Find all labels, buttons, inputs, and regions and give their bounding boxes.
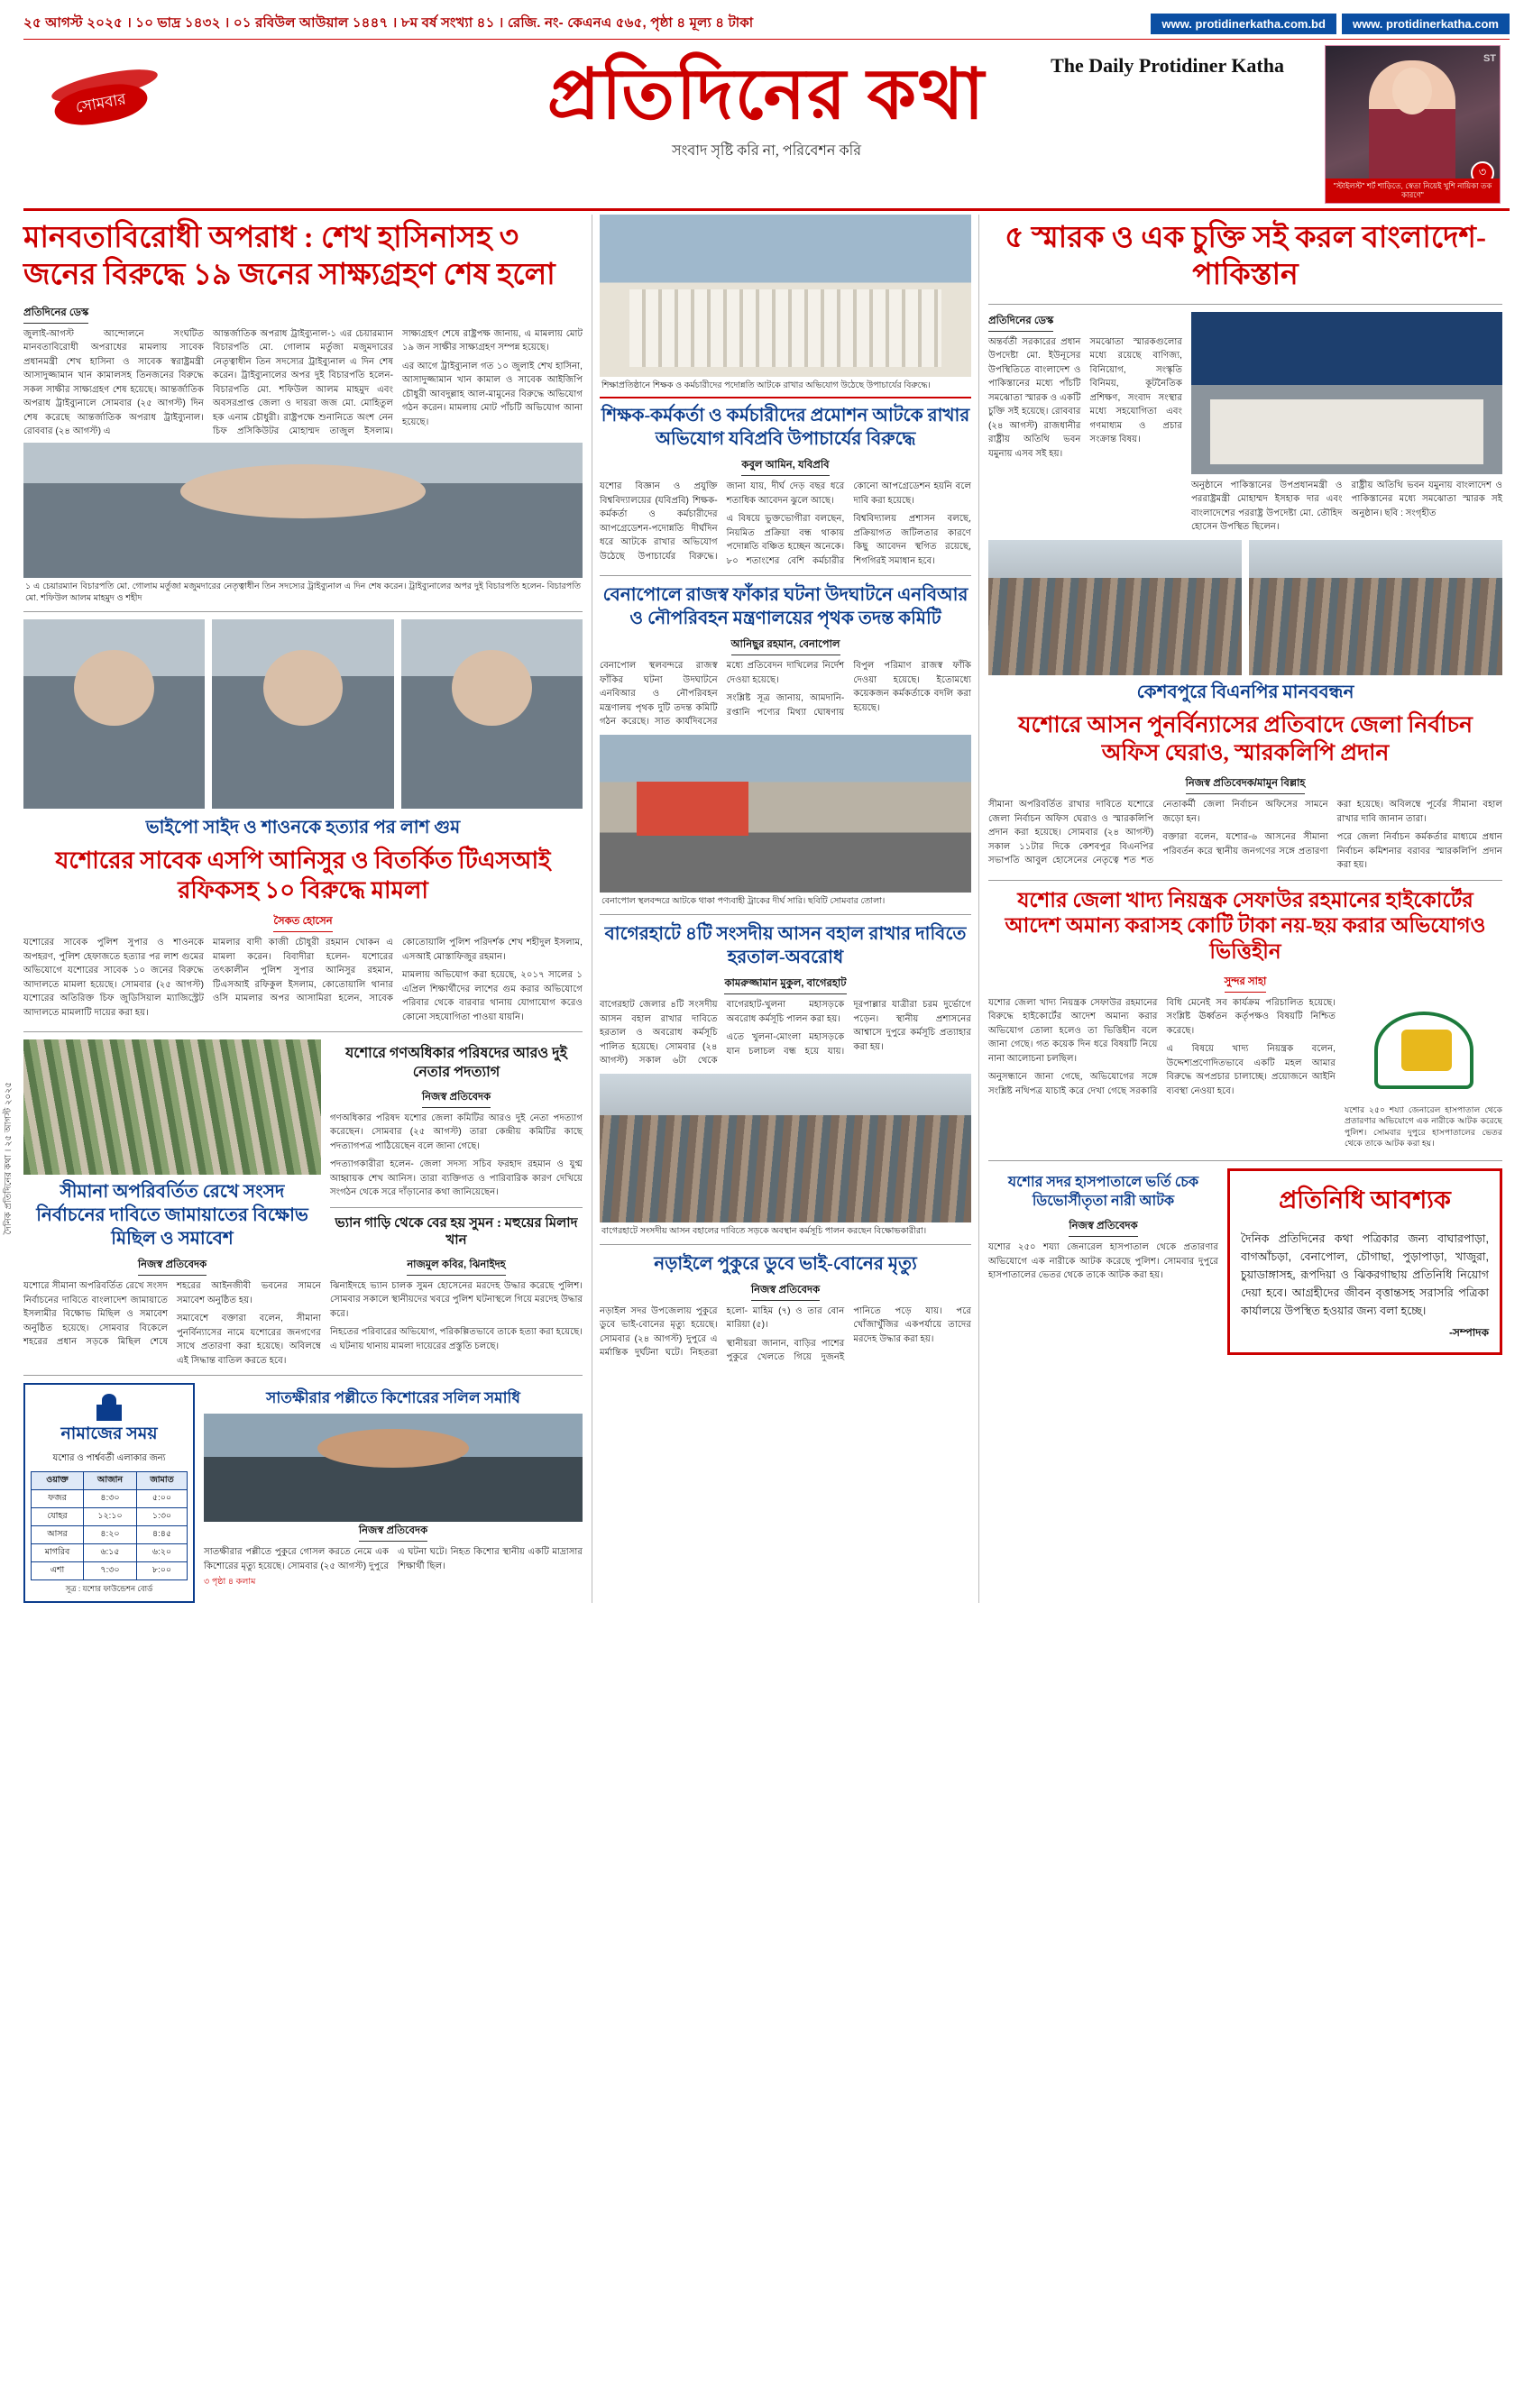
second-headline: যশোরের সাবেক এসপি আনিসুর ও বিতর্কিত টিএসআই রফিকসহ ১০ বিরুদ্ধে মামলা [55,847,551,903]
midleft-headline: যশোরে গণঅধিকার পরিষদের আরও দুই নেতার পদত্যাগ [345,1046,567,1080]
right-body-2 [988,798,1502,873]
prayer-col-0: ওয়াক্ত [32,1472,84,1490]
paragraph: বিশ্ববিদ্যালয় প্রশাসন বলছে, প্রক্রিয়াগত জটিলতার কারণে কিছু আবেদন স্থগিত রয়েছে, শিগগিরই সমাধান হবে। [853,514,971,566]
right-lead-headline: ৫ স্মারক ও এক চুক্তি সই করল বাংলাদেশ-পাকিস্তান [1005,222,1486,292]
mid-headline-1: শিক্ষক-কর্মকর্তা ও কর্মচারীদের প্রমোশন আটকে রাখার অভিযোগ যবিপ্রবি উপাচার্যের বিরুদ্ধে [601,406,970,450]
ad-photo [1369,60,1455,196]
day-badge: সোমবার [51,78,150,130]
prayer-col-2: জামাত [137,1472,188,1490]
paragraph: রাষ্ট্রীয় অতিথি ভবন যমুনায় বাংলাদেশ ও পাকিস্তানের মধ্যে সমঝোতা স্মারক সই অনুষ্ঠান। ছবি : সংগৃহীত [1351,480,1502,518]
mid-body-1 [600,480,971,568]
right-byline-4: নিজস্ব প্রতিবেদক [1069,1218,1137,1237]
rally-photo-1 [988,540,1242,675]
portrait-row [23,619,583,809]
cell: ৬:২০ [137,1544,188,1562]
paragraph: বেনাপোল স্থলবন্দরে রাজস্ব ফাঁকির ঘটনা উদঘাটনে এনবিআর ও নৌপরিবহন মন্ত্রণালয় পৃথক দুটি তদন্ত কমিটি গঠন করেছে। সাত কার্যদিবসের মধ্যে প্রতিবেদন দাখিলের নির্দেশ দেওয়া হয়েছে। [600,661,845,728]
prayer-footer: সূত্র : যশোর ফাউন্ডেশন বোর্ড [65,1584,153,1594]
mosque-icon [91,1390,127,1421]
right-column [988,215,1502,1603]
midleft-body [330,1112,583,1200]
benapole-truck-photo [600,735,971,893]
mid-headline-3: বাগেরহাটে ৪টি সংসদীয় আসন বহাল রাখার দাবিতে হরতাল-অবরোধ [604,924,967,968]
ganga-byline: নাজমুল কবির, ঝিনাইদহ [407,1257,505,1276]
table-row [32,1526,188,1544]
bagerhat-photo-caption: বাগেরহাটে সংসদীয় আসন বহালের দাবিতে সড়কে অবস্থান কর্মসূচি পালন করছেন বিক্ষোভকারীরা। [601,1225,927,1236]
notice-signature: -সম্পাদক [1448,1326,1489,1340]
cell: ৫:০০ [137,1490,188,1508]
table-row [32,1490,188,1508]
left-lead-byline: প্রতিদিনের ডেস্ক [23,305,88,324]
paragraph: বাগেরহাট জেলার ৪টি সংসদীয় আসন বহাল রাখার দাবিতে হরতাল ও অবরোধ কর্মসূচি পালিত হয়েছে। সোমবার (২৪ আগস্ট) সকাল ৬টা থেকে বাগেরহাট-খুলনা মহাসড়কে অবরোধ কর্মসূচি পালন করা হয়। [600,1000,845,1067]
website-link-bd[interactable]: www. protidinerkatha.com.bd [1151,14,1336,34]
benapole-photo-caption: বেনাপোল স্থলবন্দরে আটকে থাকা পণ্যবাহী ট্রাকের দীর্ঘ সারি। ছবিটি সোমবার তোলা। [601,895,886,906]
jamaat-rally-photo [23,1039,321,1175]
paragraph: সংশ্লিষ্ট সূত্র জানায়, আমদানি-রপ্তানি পণ্যের মিথ্যা ঘোষণায় বিপুল পরিমাণ রাজস্ব ফাঁকি দেওয়া হয়েছে। ইতোমধ্যে কয়েকজন কর্মকর্তাকে বদলি করা হয়েছে। [726,661,971,718]
mid-body-4 [600,1305,971,1365]
mid-byline-4: নিজস্ব প্রতিবেদক [751,1282,820,1301]
third-byline: নিজস্ব প্রতিবেদক [138,1257,207,1276]
bd-pak-signing-photo [1191,312,1502,474]
right-headline-3: যশোর জেলা খাদ্য নিয়ন্ত্রক সেফাউর রহমানের হাইকোর্টের আদেশ অমান্য করাসহ কোটি টাকা নয়-ছয় করার অভিযোগও ভিত্তিহীন [1005,888,1486,963]
right-lead-body-right [1191,479,1502,535]
cell: ৪:৩০ [84,1490,137,1508]
paragraph: যশোর ২৫০ শয্যা জেনারেল হাসপাতাল থেকে প্রতারণার অভিযোগে এক নারীকে আটক করেছে পুলিশ। সোমবার দুপুরে হাসপাতালের ভেতর থেকে তাকে আটক করা হয়। [988,1242,1218,1281]
paragraph: এর আগে ট্রাইব্যুনাল গত ১০ জুলাই শেখ হাসিনা, আসাদুজ্জামান খান কামাল ও সাবেক আইজিপি চৌধুরী আবদুল্লাহ আল-মামুনের বিরুদ্ধে অভিযোগ গঠন করেন। মামলায় মোট পাঁচটি অভিযোগ আনা হয়েছে। [402,361,583,427]
right-body-4 [988,1241,1218,1283]
left-lead-headline: মানবতাবিরোধী অপরাধ : শেখ হাসিনাসহ ৩ জনের বিরুদ্ধে ১৯ জনের সাক্ষ্যগ্রহণ শেষ হলো [23,222,555,292]
paragraph: মামলার বাদী কাজী চৌধুরী রহমান খোকন এ মামলা করেন। বিবাদীরা হলেন- যশোরের তৎকালীন পুলিশ সুপার আনিসুর রহমান, টিএসআই রফিকুল ইসলাম, কোতোয়ালি থানার ওসি মামলার অপর আসামিরা হলেন, সাবেক কোতোয়ালি পুলিশ পরিদর্শক শেখ শহীদুল ইসলাম, এসআই মোস্তাফিজুর রহমান। [213,938,583,1004]
paragraph: গণঅধিকার পরিষদ যশোর জেলা কমিটির আরও দুই নেতা পদত্যাগ করেছেন। সোমবার (২৫ আগস্ট) তারা কেন্দ্রীয় কমিটির কাছে পদত্যাগপত্র পাঠিয়েছেন বলে জানা গেছে। [330,1112,583,1151]
page-columns [23,215,1510,1603]
ad-page-number: ৩ [1471,161,1494,185]
portrait-photo-2 [212,619,393,809]
right-headline-4: যশোর সদর হাসপাতালে ভর্তি চেক ডিভোর্সীতৃতা নারী আটক [1007,1175,1199,1210]
paragraph: মামলায় অভিযোগ করা হয়েছে, ২০১৭ সালের ১ এপ্রিল শিক্ষার্থীদের লাশের গুম করার অভিযোগে পরিবার থেকে বারবার থানায় যোগাযোগ করেও কোনো সহযোগিতা পাওয়া যায়নি। [402,970,583,1022]
paragraph: অন্তর্বর্তী সরকারের প্রধান উপদেষ্টা মো. ইউনূসের উপস্থিতিতে বাংলাদেশ ও পাকিস্তানের মধ্যে পাঁচটি সমঝোতা স্মারক ও একটি চুক্তি সই হয়েছে। রোববার (২৪ আগস্ট) রাজধানীর রাষ্ট্রীয় অতিথি ভবন যমুনায় এসব সই হয়। [988,336,1081,459]
prayer-subtitle: যশোর ও পার্শ্ববর্তী এলাকার জন্য [52,1453,166,1464]
cell: ১:৩০ [137,1508,188,1526]
paragraph: পরে জেলা নির্বাচন কর্মকর্তার মাধ্যমে প্রধান নির্বাচন কমিশনার বরাবর স্মারকলিপি প্রদান করা হয়। [1336,832,1502,870]
second-byline: সৈকত হোসেন [273,913,332,932]
portrait-photo-3 [401,619,583,809]
mid-body-3 [600,998,971,1068]
paragraph: যশোর ২৫০ শয্যা জেনারেল হাসপাতাল থেকে প্রতারণার অভিযোগে এক নারীকে আটক করেছে পুলিশ। সোমবার দুপুরে হাসপাতালের ভেতর থেকে তাকে আটক করা হয়। [1345,1104,1502,1149]
satkhira-headline: সাতক্ষীরার পল্লীতে কিশোরের সলিল সমাধি [266,1389,520,1407]
left-lead-body [23,327,583,439]
table-row [32,1508,188,1526]
right-body-3-side [1345,1104,1502,1149]
prayer-title: নামাজের সময় [60,1424,158,1444]
mid-byline-1: কবুল আমিন, যবিপ্রবি [741,457,829,476]
mid-byline-3: কামরুজ্জামান মুকুল, বাগেরহাট [724,975,846,994]
ad-backdrop-text: ST [1483,53,1496,64]
ganga-body [330,1279,583,1354]
portrait-photo-1 [23,619,205,809]
paragraph: সীমানা অপরিবর্তিত রাখার দাবিতে যশোরে জেলা নির্বাচন অফিস ঘেরাও ও স্মারকলিপি প্রদান করা হয়েছে। সোমবার (২৪ আগস্ট) সকাল ১১টার দিকে কেশবপুর বিএনপির সভাপতি আবুল হোসেনের নেতৃত্বে শত শত নেতাকর্মী জেলা নির্বাচন অফিসের সামনে জড়ো হন। [988,800,1328,865]
paragraph: নিহতের পরিবারের অভিযোগ, পরিকল্পিতভাবে তাকে হত্যা করা হয়েছে। এ ঘটনায় থানায় মামলা দায়েরের প্রস্তুতি চলছে। [330,1327,583,1351]
third-headline: সীমানা অপরিবর্তিত রেখে সংসদ নির্বাচনের দাবিতে জামায়াতের বিক্ষোভ মিছিল ও সমাবেশ [36,1182,308,1250]
mid-headline-4: নড়াইলে পুকুরে ডুবে ভাই-বোনের মৃত্যু [654,1253,917,1274]
right-headline-2: যশোরে আসন পুনর্বিন্যাসের প্রতিবাদে জেলা নির্বাচন অফিস ঘেরাও, স্মারকলিপি প্রদান [1018,712,1473,765]
issue-info: ২৫ আগস্ট ২০২৫ । ১০ ভাদ্র ১৪৩২ । ০১ রবিউল আউয়াল ১৪৪৭ । ৮ম বর্ষ সংখ্যা ৪১ । রেজি. নং- কেএনএ ৫৬৫, পৃষ্ঠা ৪ মূল্য ৪ টাকা [23,15,754,31]
paragraph: সমঝোতা স্মারকগুলোর মধ্যে রয়েছে বাণিজ্য, বিনিয়োগ, সংস্কৃতি বিনিময়, কূটনৈতিক প্রশিক্ষণ, সংবাদ সংস্থার মধ্যে সহযোগিতা এবং গণমাধ্যম ও প্রচার সংক্রান্ত বিষয়। [1089,336,1182,444]
left-column [23,215,583,1603]
university-photo [600,215,971,377]
table-row [32,1562,188,1580]
notice-body: দৈনিক প্রতিদিনের কথা পত্রিকার জন্য বাঘারপাড়া, বাগআঁচড়া, বেনাপোল, চৌগাছা, পুড়াপাড়া, খাজুরা, চুয়াডাঙ্গাসহ, রূপদিয়া ও ঝিকরগাছায় প্রতিনিধি নিয়োগ দেয়া হবে। আগ্রহীদের জীবন বৃত্তান্তসহ সরাসরি পত্রিকা কার্যালয়ে উপস্থিত হওয়ার জন্য বলা হচ্ছে। [1241,1232,1489,1318]
recruitment-advertisement[interactable] [1227,1168,1502,1355]
right-body-3 [988,996,1336,1101]
food-department-logo-icon [1345,996,1502,1104]
cell: ৮:০০ [137,1562,188,1580]
paragraph: এতে খুলনা-মোংলা মহাসড়কে যান চলাচল বন্ধ হয়ে যায়। দূরপাল্লার যাত্রীরা চরম দুর্ভোগে পড়েন। স্থানীয় প্রশাসনের আশ্বাসে দুপুরে কর্মসূচি প্রত্যাহার করা হয়। [726,1000,971,1057]
right-byline-2: নিজস্ব প্রতিবেদক/মামুন বিল্লাহ [1186,775,1306,794]
midleft-byline: নিজস্ব প্রতিবেদক [422,1089,491,1108]
satkhira-byline: নিজস্ব প্রতিবেদক [359,1523,427,1542]
third-body [23,1279,321,1368]
rally-photo-2 [1249,540,1502,675]
paragraph: এ বিষয়ে খাদ্য নিয়ন্ত্রক বলেন, উদ্দেশ্যপ্রণোদিতভাবে একটি মহল আমার বিরুদ্ধে অপপ্রচার চালাচ্ছে। প্রয়োজনে আইনি ব্যবস্থা নেওয়া হবে। [1166,1044,1336,1096]
end-mark: ৩ পৃষ্ঠা ৪ কলাম [204,1576,256,1587]
paragraph: ঝিনাইদহে ভ্যান চালক সুমন হোসেনের মরদেহ উদ্ধার করেছে পুলিশ। সোমবার সকালে স্থানীয়দের খবরে পুলিশ ঘটনাস্থলে গিয়ে মরদেহ উদ্ধার করে। [330,1280,583,1319]
paragraph: যশোর বিজ্ঞান ও প্রযুক্তি বিশ্ববিদ্যালয়ের (যবিপ্রবি) শিক্ষক-কর্মকর্তা ও কর্মচারীদের আপগ্রেডেশন-পদোন্নতি দীর্ঘদিন ধরে আটকে রাখার অভিযোগ উঠেছে উপাচার্যের বিরুদ্ধে। জানা যায়, দীর্ঘ দেড় বছর ধরে শতাধিক আবেদন ঝুলে আছে। [600,481,845,562]
lead-photo-hasina [23,443,583,578]
paper-slogan: সংবাদ সৃষ্টি করি না, পরিবেশন করি [671,143,862,159]
paragraph: অনুষ্ঠানে পাকিস্তানের উপপ্রধানমন্ত্রী ও পররাষ্ট্রমন্ত্রী মোহাম্মদ ইসহাক দার এবং বাংলাদেশের পররাষ্ট্র উপদেষ্টা মো. তৌহিদ হোসেন উপস্থিত ছিলেন। [1191,480,1343,532]
right-lead-byline: প্রতিদিনের ডেস্ক [988,313,1053,332]
right-byline-3: সুন্দর সাহা [1225,974,1267,993]
second-body [23,936,583,1024]
ad-caption: "স্টাইলস্ট" শর্ট শাড়িতে, স্বেতা নিয়েই খুশি নায়িকা তক কারণে" [1326,179,1500,203]
lead-photo-caption: ১ এ চেয়ারম্যান বিচারপতি মো. গোলাম মর্তুজা মজুমদারের নেতৃত্বাধীন তিন সদস্যের ট্রাইব্যুনাল এ দিন শেষ করেন। ট্রাইব্যুনালের অপর দুই বিচারপতি হলেন- বিচারপতি মো. শফিউল আলম মাহমুদ ও শহীদ [25,581,581,603]
paragraph: যশোর জেলা খাদ্য নিয়ন্ত্রক সেফাউর রহমানের বিরুদ্ধে হাইকোর্টের আদেশ অমান্য করার অভিযোগ তোলা হলেও তা ভিত্তিহীন বলে জানা গেছে। গত কয়েক দিন ধরে বিষয়টি নিয়ে নানা আলোচনা চলছিল। [988,997,1158,1064]
notice-title: প্রতিনিধি আবশ্যক [1279,1186,1451,1214]
mid-headline-2: বেনাপোলে রাজস্ব ফাঁকার ঘটনা উদঘাটনে এনবিআর ও নৌপরিবহন মন্ত্রণালয়ের পৃথক তদন্ত কমিটি [602,585,968,629]
cell: আসর [32,1526,84,1544]
university-photo-caption: শিক্ষাপ্রতিষ্ঠানে শিক্ষক ও কর্মচারীদের পদোন্নতি আটকে রাখার অভিযোগ উঠেছে উপাচার্যের বিরুদ্ধে। [601,380,931,390]
paragraph: এ বিষয়ে ভুক্তভোগীরা বলছেন, নিয়মিত প্রক্রিয়া বন্ধ থাকায় পদোন্নতি বঞ্চিত হচ্ছেন অনেকে। ৮০ শতাংশের বেশি কর্মচারীর কোনো আপগ্রেডেশন হয়নি বলে দাবি করা হয়েছে। [726,481,971,566]
paragraph: যশোরে সীমানা অপরিবর্তিত রেখে সংসদ নির্বাচনের দাবিতে বাংলাদেশ জামায়াতে ইসলামীর বিক্ষোভ মিছিল ও সমাবেশ অনুষ্ঠিত হয়েছে। সোমবার বিকেলে শহরের প্রধান সড়কে মিছিল শেষে শহরের আইনজীবী ভবনের সামনে সমাবেশ অনুষ্ঠিত হয়। [23,1281,321,1348]
paragraph: অনুসন্ধানে জানা গেছে, অভিযোগের সঙ্গে সংশ্লিষ্ট নথিপত্র যাচাই করে দেখা গেছে সরকারি বিধি মেনেই সব কার্যক্রম পরিচালিত হয়েছে। সংশ্লিষ্ট ঊর্ধ্বতন কর্তৃপক্ষও বিষয়টি নিশ্চিত করেছে। [988,997,1336,1096]
paragraph: নড়াইল সদর উপজেলায় পুকুরে ডুবে ভাই-বোনের মৃত্যু হয়েছে। সোমবার (২৪ আগস্ট) দুপুরে এ মর্মান্তিক দুর্ঘটনা ঘটে। নিহতরা হলো- মাহিম (৭) ও তার বোন মারিয়া (৫)। [600,1305,845,1359]
second-kicker: ভাইপো সাইদ ও শাওনকে হত্যার পর লাশ গুম [145,818,461,838]
right-lead-body-left [988,335,1182,462]
website-link-com[interactable]: www. protidinerkatha.com [1342,14,1510,34]
page-spine-text: দৈনিক প্রতিদিনের কথা । ২৫ আগস্ট ২০২৫ [4,1082,14,1235]
cell: ৪:৪৫ [137,1526,188,1544]
satkhira-body [204,1545,583,1576]
rally-caption: কেশবপুরে বিএনপির মানববন্ধন [1136,682,1354,702]
cell: ফজর [32,1490,84,1508]
masthead [23,40,1510,211]
paragraph: স্থানীয়রা জানান, বাড়ির পাশের পুকুরে খেলতে গিয়ে দুজনই পানিতে পড়ে যায়। পরে খোঁজাখুঁজির একপর্যায়ে তাদের মরদেহ উদ্ধার করা হয়। [726,1305,971,1363]
nameplate [23,40,1510,163]
website-links [1151,14,1510,34]
mid-body-2 [600,659,971,729]
paragraph: পদত্যাগকারীরা হলেন- জেলা সদস্য সচিব ফরহাদ রহমান ও যুগ্ম আহ্বায়ক শেখ আনিস। তারা ব্যক্তিগত ও পারিবারিক কারণ দেখিয়ে সংগঠন থেকে সরে দাঁড়ানোর কথা জানিয়েছেন। [330,1159,583,1198]
paper-title: প্রতিদিনের কথা [546,55,987,133]
cell: যোহর [32,1508,84,1526]
mid-byline-2: আনিছুর রহমান, বেনাপোল [731,636,840,655]
cell: ৭:৩০ [84,1562,137,1580]
paragraph: যশোরের সাবেক পুলিশ সুপার ও শাওনকে অপহরণ, পুলিশ হেফাজতে হত্যার পর লাশ গুমের অভিযোগে যশোরের সাবেক ১০ জনের বিরুদ্ধে আদালতে মামলা হয়েছে। সোমবার (২৫ আগস্ট) যশোরের অতিরিক্ত চিফ জুডিসিয়াল ম্যাজিস্ট্রেট আদালতে মামলাটি দায়ের করা হয়। [23,938,204,1018]
paragraph: সমাবেশে বক্তারা বলেন, সীমানা পুনর্বিন্যাসের নামে যশোরের জনগণের সাথে প্রতারণা করা হয়েছে। অবিলম্বে এই সিদ্ধান্ত বাতিল করতে হবে। [177,1314,321,1366]
table-row [32,1544,188,1562]
bagerhat-crowd-photo [600,1074,971,1222]
paragraph: বক্তারা বলেন, যশোর-৬ আসনের সীমানা পরিবর্তন করে স্থানীয় জনগণের সঙ্গে প্রতারণা করা হয়েছে। অবিলম্বে পূর্বের সীমানা বহাল রাখার দাবি জানান তারা। [1162,800,1502,856]
masthead-advertisement[interactable] [1325,45,1501,204]
cell: ৬:১৫ [84,1544,137,1562]
cell: এশা [32,1562,84,1580]
cell: ১২:১০ [84,1508,137,1526]
top-bar [23,13,1510,40]
cell: মাগরিব [32,1544,84,1562]
satkhira-photo [204,1414,583,1522]
english-title: The Daily Protidiner Katha [1051,54,1284,77]
prayer-table [31,1471,188,1580]
prayer-col-1: আজান [84,1472,137,1490]
paragraph: সাতক্ষীরার পল্লীতে পুকুরে গোসল করতে নেমে এক কিশোরের মৃত্যু হয়েছে। সোমবার (২৫ আগস্ট) দুপুরে এ ঘটনা ঘটে। নিহত কিশোর স্থানীয় একটি মাদ্রাসার শিক্ষার্থী ছিল। [204,1547,583,1571]
paragraph: জুলাই-আগস্ট আন্দোলনে সংঘটিত মানবতাবিরোধী অপরাধের মামলায় সাবেক প্রধানমন্ত্রী শেখ হাসিনা ও সাবেক স্বরাষ্ট্রমন্ত্রী আসাদুজ্জামান খান কামালসহ তিনজনের বিরুদ্ধে সকল সাক্ষীর সাক্ষ্যগ্রহণ শেষ হয়েছে। আন্তর্জাতিক অপরাধ ট্রাইব্যুনালে সোমবার (২৫ আগস্ট) দিন শেষ করেছে আন্তর্জাতিক অপরাধ ট্রাইব্যুনাল। রোববার (২৪ আগস্ট) এ [23,328,204,436]
paragraph: আন্তর্জাতিক অপরাধ ট্রাইব্যুনাল-১ এর চেয়ারম্যান বিচারপতি মো. গোলাম মর্তুজা মজুমদারের নেতৃত্বাধীন তিন সদস্যের ট্রাইব্যুনাল এ দিন শেষ করেন। ট্রাইব্যুনালের অপর দুই বিচারপতি হলেন- বিচারপতি মো. শফিউল আলম মাহমুদ এবং অবসরপ্রাপ্ত জেলা ও দায়রা জজ মো. মোহিতুল হক এনাম চৌধুরী। রাষ্ট্রপক্ষে শুনানিতে অংশ নেন চিফ প্রসিকিউটর মোহাম্মদ তাজুল ইসলাম। সাক্ষ্যগ্রহণ শেষে রাষ্ট্রপক্ষ জানায়, এ মামলায় মোট ১৯ জন সাক্ষীর সাক্ষ্যগ্রহণ সম্পন্ন হয়েছে। [213,328,583,436]
ganga-headline: ভ্যান গাড়ি থেকে বের হয় সুমন : মহুয়ের মিলাদ খান [335,1215,578,1249]
cell: ৪:২০ [84,1526,137,1544]
prayer-times-box [23,1383,195,1603]
middle-column [592,215,979,1603]
